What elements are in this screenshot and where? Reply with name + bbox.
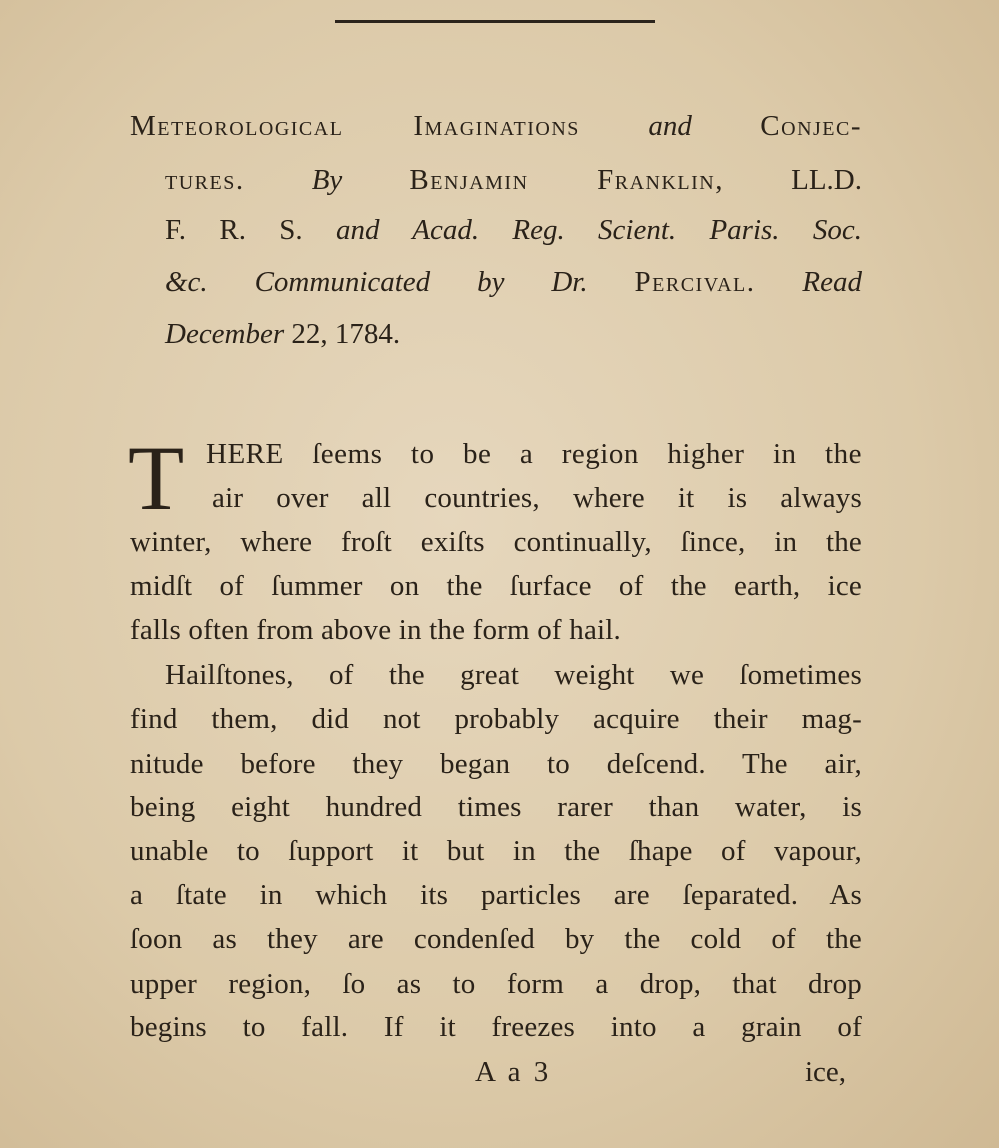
author-by: By — [311, 164, 343, 196]
body-line: nitude before they began to deſcend. The air, — [130, 748, 862, 780]
top-rule — [335, 20, 655, 23]
body-line: winter, where froſt exiſts continually, ſince, in the — [130, 526, 862, 558]
body-line: air over all countries, where it is always — [212, 482, 862, 514]
body-line: find them, did not probably acquire their mag- — [130, 703, 862, 735]
communicator-name: Percival. — [634, 266, 756, 298]
read-date: December — [165, 318, 285, 350]
body-line: upper region, ſo as to form a drop, that drop — [130, 968, 862, 1000]
title-text: tures. — [165, 164, 245, 196]
author-credentials: F. R. S. — [165, 214, 303, 246]
body-line: falls often from above in the form of hail. — [130, 614, 621, 646]
title-line — [165, 160, 862, 200]
body-line: begins to fall. If it freezes into a grain of — [130, 1011, 862, 1043]
body-line: ſoon as they are condenſed by the cold of the — [130, 923, 862, 955]
body-line: being eight hundred times rarer than water, is — [130, 791, 862, 823]
drop-cap: T — [128, 427, 185, 529]
read-date: 22, 1784. — [291, 318, 401, 350]
author-name: Benjamin Franklin, — [409, 164, 725, 196]
title-text: and — [648, 110, 692, 142]
title-text: Conjec- — [760, 110, 863, 142]
communicated-by: &c. Communicated by Dr. — [165, 266, 588, 298]
body-line: HERE ſeems to be a region higher in the — [206, 438, 862, 470]
author-credentials: and Acad. Reg. Scient. Paris. Soc. — [335, 214, 862, 246]
title-text: Meteorological Imaginations — [130, 110, 580, 142]
catchword: ice, — [805, 1056, 847, 1088]
title-line — [165, 314, 400, 354]
title-line — [165, 262, 862, 302]
body-line: unable to ſupport it but in the ſhape of vapour, — [130, 835, 862, 867]
title-line — [130, 106, 862, 146]
title-line — [165, 210, 862, 250]
body-line: midſt of ſummer on the ſurface of the earth, ice — [130, 570, 862, 602]
body-line: Hailſtones, of the great weight we ſometimes — [165, 659, 862, 691]
signature-mark: A a 3 — [475, 1056, 552, 1088]
body-line: a ſtate in which its particles are ſeparated. As — [130, 879, 862, 911]
read-label: Read — [802, 266, 862, 298]
author-degree: LL.D. — [791, 164, 862, 196]
